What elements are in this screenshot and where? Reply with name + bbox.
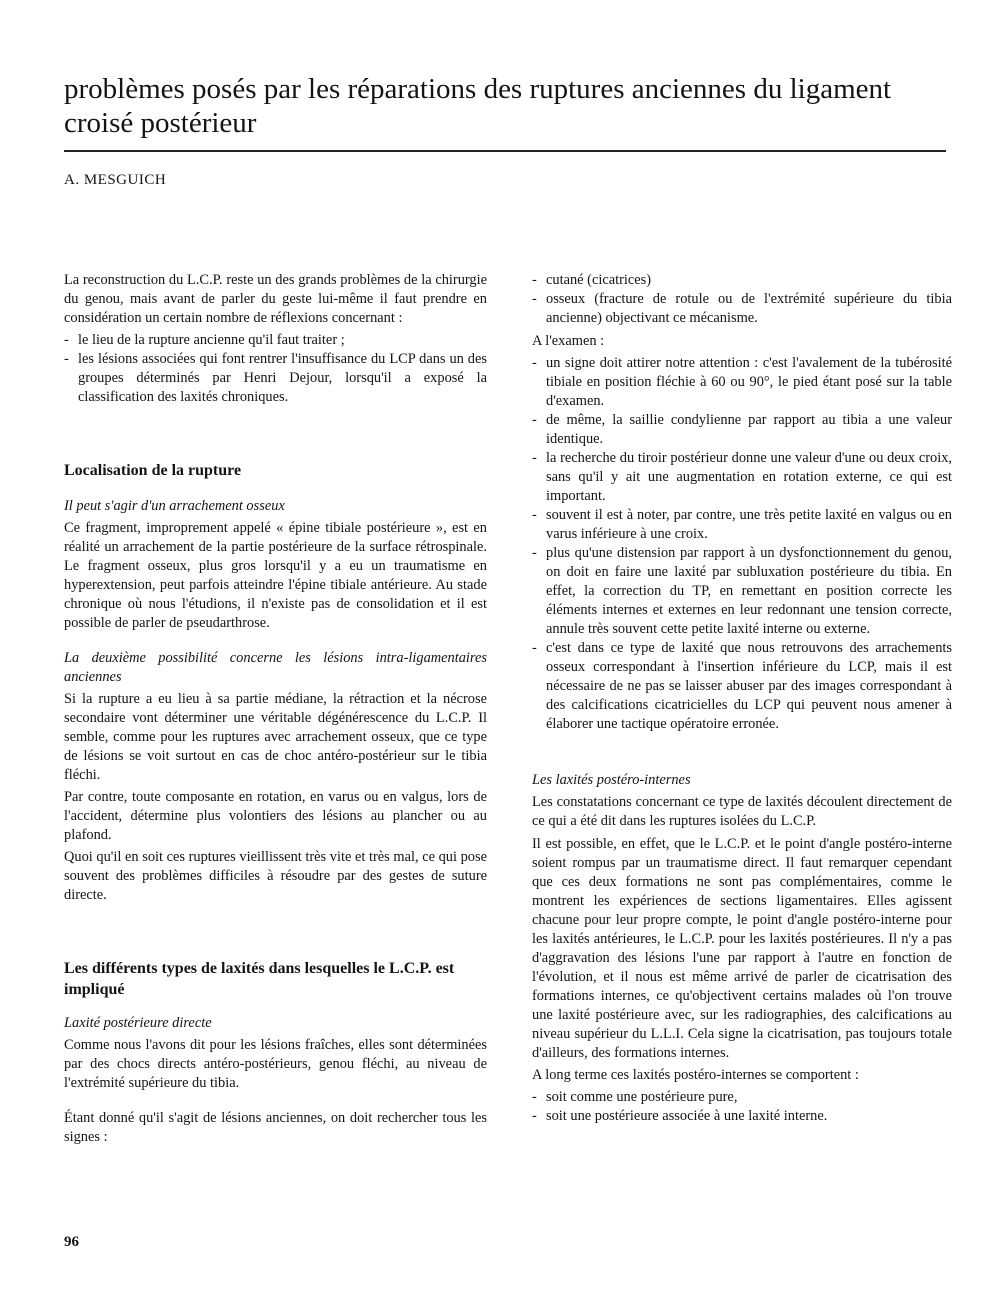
article-title: problèmes posés par les réparations des ruptures anciennes du ligament croisé postérieur <box>64 73 892 139</box>
signs-list-item: - osseux (fracture de rotule ou de l'extrémité supérieure du tibia ancienne) objectivant ce mécanisme. <box>532 290 952 328</box>
paragraph-rotation: Par contre, toute composante en rotation, en varus ou en valgus, lors de l'accident, détermine plus volontiers des lésions au plancher ou au plafond. <box>64 789 487 843</box>
spacer <box>64 636 487 649</box>
subheading-arrachement: Il peut s'agir d'un arrachement osseux <box>64 498 285 514</box>
title-rule <box>64 150 946 152</box>
section-heading-localisation: Localisation de la rupture <box>64 462 242 479</box>
subheading-laxite-posterieure: Laxité postérieure directe <box>64 1015 212 1031</box>
spacer <box>64 1096 487 1109</box>
intro-list-item: - le lieu de la rupture ancienne qu'il faut traiter ; <box>64 331 487 350</box>
spacer <box>532 737 952 771</box>
exam-label: A l'examen : <box>532 333 605 349</box>
right-column <box>532 271 952 1129</box>
subheading-postero-internes: Les laxités postéro-internes <box>532 772 691 788</box>
paragraph-chocs-directs: Comme nous l'avons dit pour les lésions fraîches, elles sont déterminées par des chocs directs antéro-postérieurs, genou fléchi, au niveau de l'extrémité supérieure du tibia. <box>64 1037 487 1091</box>
subheading-intra-ligamentaires: La deuxième possibilité concerne les lésions intra-ligamentaires anciennes <box>64 650 487 685</box>
exam-list-item: - un signe doit attirer notre attention : c'est l'avalement de la tubérosité tibiale en position fléchie à 60 ou 90°, le pied étant posé sur la table d'examen. <box>532 354 952 411</box>
final-list-item: - soit une postérieure associée à une laxité interne. <box>532 1107 952 1126</box>
paragraph-constatations: Les constatations concernant ce type de laxités découlent directement de ce qui a été dit dans les ruptures isolées du L.C.P. <box>532 794 952 829</box>
signs-list-item: - cutané (cicatrices) <box>532 271 952 290</box>
paragraph-point-angle: Il est possible, en effet, que le L.C.P. et le point d'angle postéro-interne soient rompus par un traumatisme direct. Il faut remarquer cependant que ces deux formations ne sont pas complémentaires, comme le montrent les expériences de sections ligamentaires. Elles agissent chacune pour leur propre compte, le point d'angle postéro-interne pour les laxités antérieures, le L.C.P. pour les laxités postérieures. Il n'y a pas d'aggravation des lésions l'une par rapport à l'autre en fonction de l'évolution, et il nous est même arrivé de parler de cicatrisation des formations internes, ce qu'objectivent certains malades où l'on trouve une laxité postérieure avec, sur les radiographies, des calcifications au niveau supérieur du L.L.I. Cela signe la cicatrisation, pas toujours totale d'ailleurs, des formations internes. <box>532 836 952 1061</box>
section-heading-types-laxites: Les différents types de laxités dans lesquelles le L.C.P. est impliqué <box>64 960 455 998</box>
exam-list-item: - de même, la saillie condylienne par rapport au tibia a une valeur identique. <box>532 411 952 449</box>
spacer <box>64 908 487 958</box>
intro-list <box>64 331 487 407</box>
paragraph-fragment: Ce fragment, improprement appelé « épine tibiale postérieure », est en réalité un arrachement de la partie postérieure de la surface rétrospinale. Le fragment osseux, plus gros lorsqu'il y a eu un traumatisme en hyperextension, peut parfois atteindre l'épine tibiale antérieure. Au stade chronique où nous l'étudions, il n'existe pas de consolidation et il est possible de parler de pseudarthrose. <box>64 520 487 631</box>
final-list <box>532 1088 952 1126</box>
exam-list-item: - c'est dans ce type de laxité que nous retrouvons des arrachements osseux correspondant à l'insertion inférieure du LCP, mais il est nécessaire de ne pas se laisser abuser par des images correspondant à des calcifications cicatricielles du LCP qui peuvent nous amener à élaborer une tactique opératoire erronée. <box>532 639 952 734</box>
spacer <box>64 410 487 460</box>
paragraph-signes: Étant donné qu'il s'agit de lésions anciennes, on doit rechercher tous les signes : <box>64 1110 487 1145</box>
paragraph-rupture-mediane: Si la rupture a eu lieu à sa partie médiane, la rétraction et la nécrose secondaire vont déterminer une véritable dégénérescence du L.C.P. Il semble, comme pour les ruptures avec arrachement osseux, que ce type de lésions se voit surtout en cas de choc antéro-postérieur sur le tibia fléchi. <box>64 691 487 783</box>
signs-list <box>532 271 952 328</box>
page-number: 96 <box>64 1234 79 1250</box>
exam-list <box>532 354 952 734</box>
intro-list-item: - les lésions associées qui font rentrer l'insuffisance du LCP dans un des groupes déterminés par Henri Dejour, lorsqu'il a exposé la classification des laxités chroniques. <box>64 350 487 407</box>
paragraph-vieillissent: Quoi qu'il en soit ces ruptures vieillissent très vite et très mal, ce qui pose souvent des problèmes difficiles à résoudre par des gestes de suture directe. <box>64 849 487 903</box>
exam-list-item: - plus qu'une distension par rapport à un dysfonctionnement du genou, on doit en faire une laxité par subluxation postérieure du tibia. En effet, la correction du TP, en remettant en position correcte les éléments internes et externes en leur redonnant une tension correcte, annule très souvent cette petite laxité interne ou externe. <box>532 544 952 639</box>
final-list-item: - soit comme une postérieure pure, <box>532 1088 952 1107</box>
exam-list-item: - souvent il est à noter, par contre, une très petite laxité en valgus ou en varus inférieure à une croix. <box>532 506 952 544</box>
paragraph-long-terme: A long terme ces laxités postéro-internes se comportent : <box>532 1067 859 1083</box>
author-name: A. MESGUICH <box>64 172 167 188</box>
left-column <box>64 271 487 1150</box>
exam-list-item: - la recherche du tiroir postérieur donne une valeur d'une ou deux croix, sans qu'il y ait une augmentation en rotation externe, ce qui est important. <box>532 449 952 506</box>
intro-paragraph: La reconstruction du L.C.P. reste un des grands problèmes de la chirurgie du genou, mais avant de parler du geste lui-même il faut prendre en considération un certain nombre de réflexions concernant : <box>64 272 487 326</box>
